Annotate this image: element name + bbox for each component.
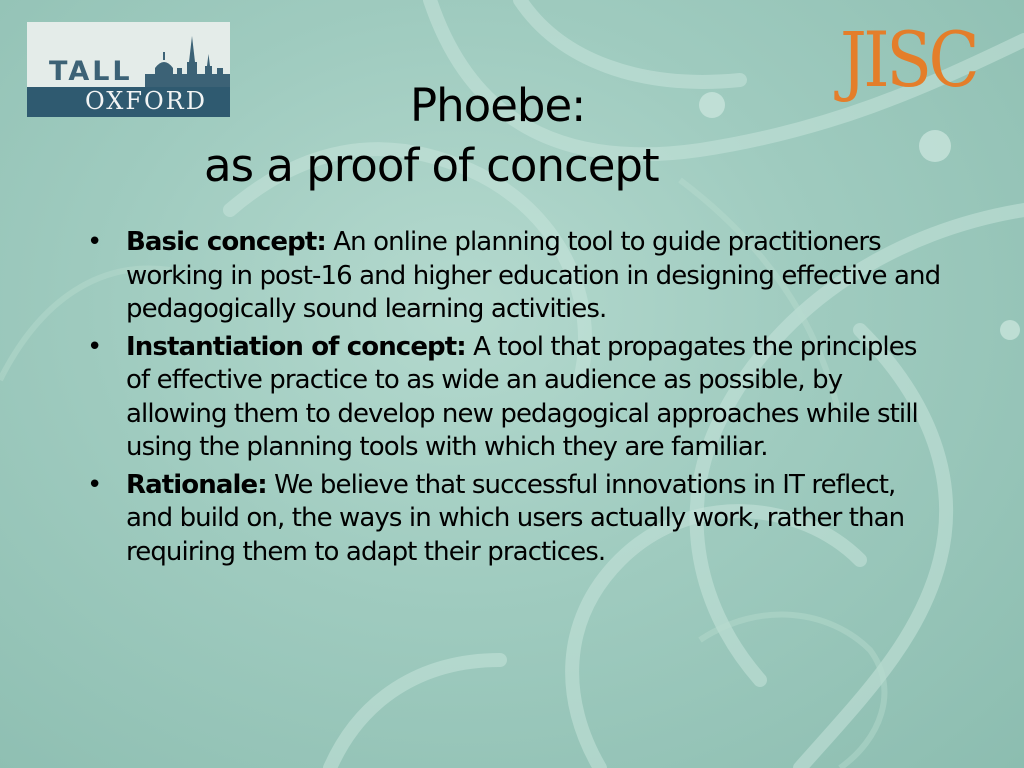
bullet-dot-icon: • bbox=[87, 227, 102, 257]
bullet-lead: Rationale: bbox=[126, 469, 267, 500]
title-line-1: Phoebe: bbox=[410, 79, 586, 132]
bullet-dot-icon: • bbox=[87, 331, 102, 362]
slide-title bbox=[0, 76, 1024, 196]
bullet-item-rationale bbox=[85, 469, 945, 570]
title-line-2: as a proof of concept bbox=[204, 139, 659, 192]
bullet-text: We believe that successful innovations in IT reflect, and build on, the ways in which users actually work, rather than requiring them to adapt their practices. bbox=[126, 469, 905, 567]
bullet-text: An online planning tool to guide practitioners working in post-16 and higher education in designing effective and pedagogically sound learning activities. bbox=[126, 227, 941, 324]
bullet-lead: Basic concept: bbox=[126, 227, 326, 257]
jisc-logo: JISC bbox=[840, 15, 977, 104]
bullet-dot-icon: • bbox=[87, 469, 102, 500]
oxford-wordmark: OXFORD bbox=[85, 87, 207, 115]
tall-wordmark: TALL bbox=[49, 56, 133, 87]
bullet-lead: Instantiation of concept: bbox=[126, 331, 466, 362]
bullet-item-instantiation bbox=[85, 331, 945, 465]
bullet-item-basic-concept bbox=[85, 226, 945, 327]
bullet-list bbox=[85, 226, 945, 573]
bullet-text: A tool that propagates the principles of effective practice to as wide an audience as possible, by allowing them to develop new pedagogical approaches while still using the planning tools with which they are familiar. bbox=[126, 331, 918, 462]
